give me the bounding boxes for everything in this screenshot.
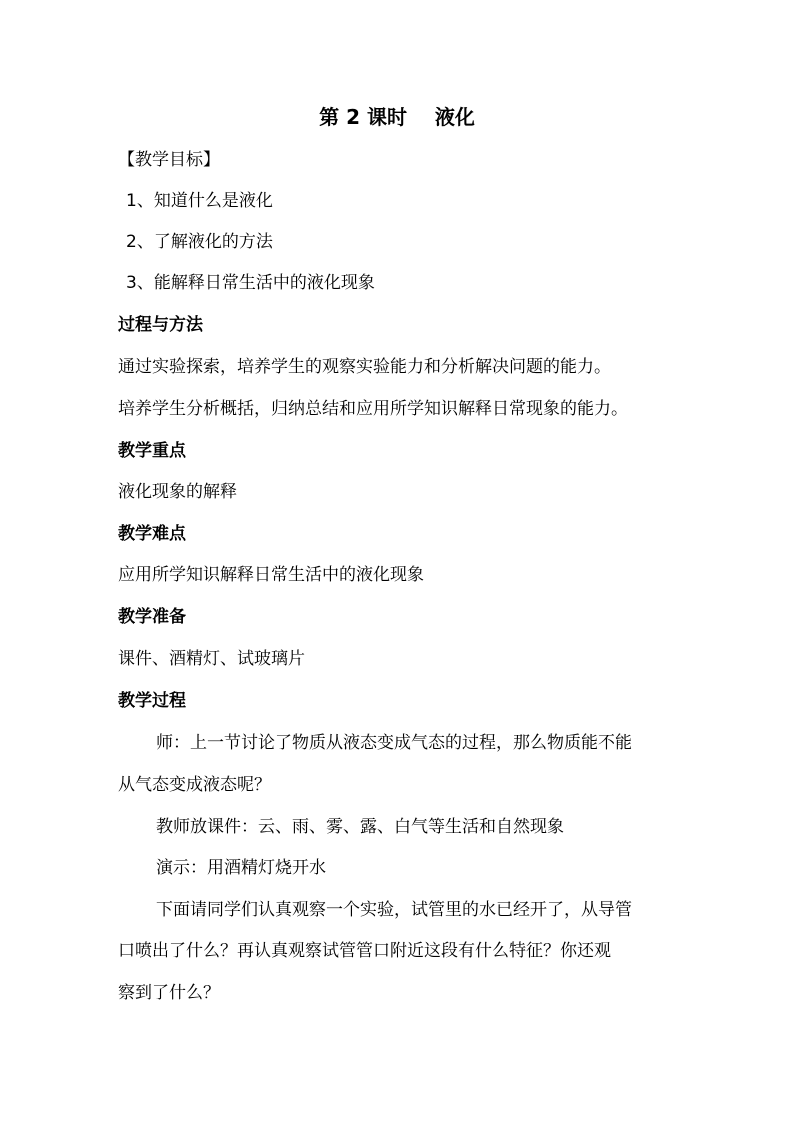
process-method-heading: 过程与方法 xyxy=(118,315,203,335)
preparation-text: 课件、酒精灯、试玻璃片 xyxy=(118,649,305,669)
preparation-heading: 教学准备 xyxy=(118,607,186,627)
procedure-heading: 教学过程 xyxy=(118,691,186,711)
procedure-paragraph-4-line-3: 察到了什么？ xyxy=(118,983,220,1003)
process-method-line-2: 培养学生分析概括，归纳总结和应用所学知识解释日常现象的能力。 xyxy=(118,399,628,419)
process-method-line-1: 通过实验探索，培养学生的观察实验能力和分析解决问题的能力。 xyxy=(118,357,611,377)
procedure-paragraph-3: 演示：用酒精灯烧开水 xyxy=(156,858,326,878)
difficulty-heading: 教学难点 xyxy=(118,524,186,544)
procedure-paragraph-2: 教师放课件：云、雨、雾、露、白气等生活和自然现象 xyxy=(156,817,564,837)
objective-item-2: 2、了解液化的方法 xyxy=(126,232,273,252)
objective-item-3: 3、能解释日常生活中的液化现象 xyxy=(126,273,375,293)
procedure-paragraph-1-line-1: 师：上一节讨论了物质从液态变成气态的过程，那么物质能不能 xyxy=(156,733,632,753)
objectives-heading: 【教学目标】 xyxy=(118,150,220,170)
key-point-text: 液化现象的解释 xyxy=(118,482,237,502)
objective-item-1: 1、知道什么是液化 xyxy=(126,191,273,211)
procedure-paragraph-4-line-2: 口喷出了什么？再认真观察试管管口附近这段有什么特征？你还观 xyxy=(118,941,611,961)
lesson-title: 第 2 课时 液化 xyxy=(319,105,475,129)
key-point-heading: 教学重点 xyxy=(118,441,186,461)
procedure-paragraph-1-line-2: 从气态变成液态呢？ xyxy=(118,775,271,795)
procedure-paragraph-4-line-1: 下面请同学们认真观察一个实验，试管里的水已经开了，从导管 xyxy=(156,900,632,920)
difficulty-text: 应用所学知识解释日常生活中的液化现象 xyxy=(118,565,424,585)
